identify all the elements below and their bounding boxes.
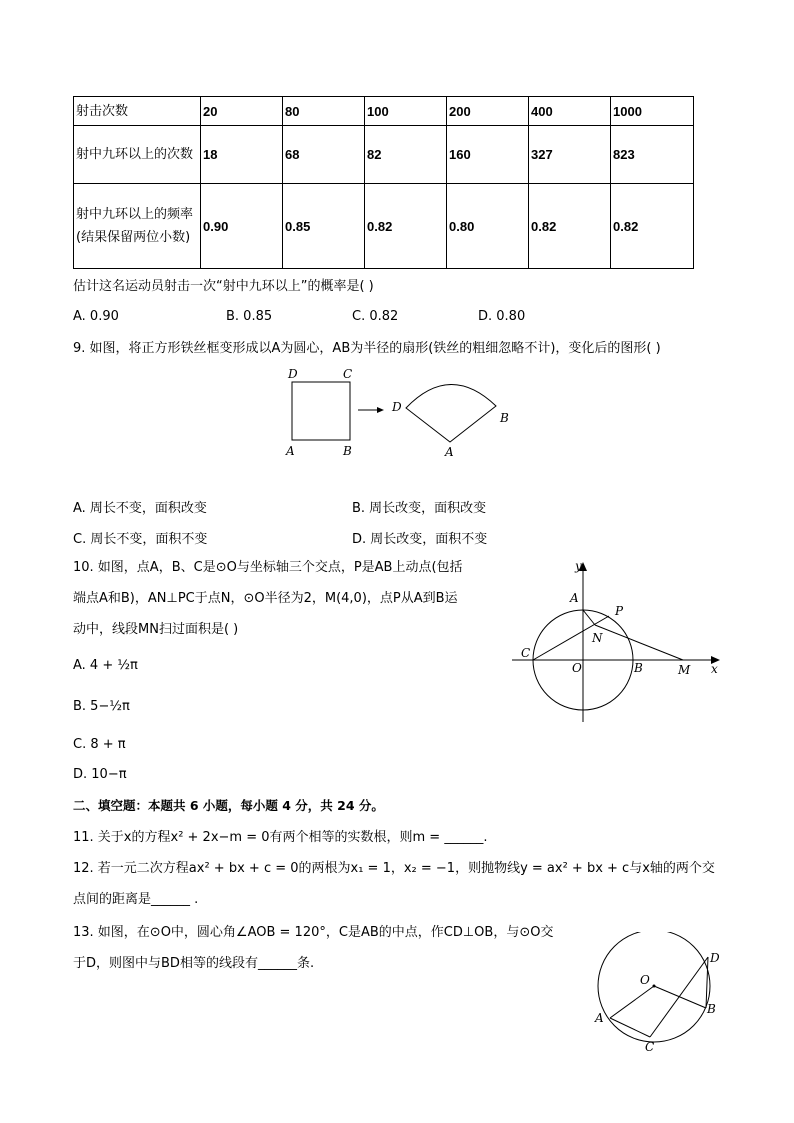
label-c: C	[343, 367, 353, 381]
q10-line3: 动中，线段MN扫过面积是( )	[73, 622, 239, 637]
q8-option-c: C. 0.82	[352, 309, 399, 324]
segment-nm	[595, 625, 683, 660]
table-cell: 0.90	[201, 184, 283, 269]
label-a2: A	[445, 445, 454, 459]
table-cell: 823	[611, 126, 694, 184]
label-b: B	[343, 444, 352, 458]
label-n: N	[592, 631, 603, 645]
table-cell: 1000	[611, 97, 694, 126]
q9-stem: 9. 如图，将正方形铁丝框变形成以A为圆心，AB为半径的扇形(铁丝的粗细忽略不计)，变化后的图形( )	[73, 341, 661, 356]
label-m: M	[678, 663, 691, 677]
q8-option-d: D. 0.80	[478, 309, 526, 324]
q12-line1: 12. 若一元二次方程ax² + bx + c = 0的两根为x₁ = 1，x₂ = −1，则抛物线y = ax² + bx + c与x轴的两个交	[73, 861, 715, 876]
table-row	[74, 126, 694, 184]
q10-option-a: A. 4 + ½π	[73, 658, 138, 673]
section-heading: 二、填空题：本题共 6 小题，每小题 4 分，共 24 分。	[73, 798, 384, 813]
label-a: A	[570, 591, 579, 605]
q9-option-a: A. 周长不变，面积改变	[73, 501, 207, 516]
label-p: P	[615, 604, 624, 618]
q9-option-c: C. 周长不变，面积不变	[73, 532, 208, 547]
table-cell: 80	[283, 97, 365, 126]
q12-line2: 点间的距离是______ .	[73, 892, 199, 907]
q11-stem: 11. 关于x的方程x² + 2x−m = 0有两个相等的实数根，则m = ______.	[73, 830, 488, 845]
table-cell: 0.82	[529, 184, 611, 269]
label-a: A	[286, 444, 295, 458]
label-a: A	[595, 1011, 604, 1025]
table-cell: 200	[447, 97, 529, 126]
label-c: C	[645, 1040, 655, 1054]
q10-line1: 10. 如图，点A，B、C是⊙O与坐标轴三个交点，P是AB上动点(包括	[73, 560, 463, 575]
sector-shape	[406, 384, 496, 442]
q9-figure	[280, 362, 520, 462]
q13-line1: 13. 如图，在⊙O中，圆心角∠AOB = 120°，C是AB的中点，作CD⊥OB，与⊙O交	[73, 925, 554, 940]
table-cell: 射击次数	[74, 97, 201, 126]
label-c: C	[521, 646, 531, 660]
table-row	[74, 97, 694, 126]
arrow-head-icon	[377, 407, 384, 413]
center-point	[653, 985, 656, 988]
label-d: D	[710, 951, 720, 965]
segment-oa	[610, 986, 654, 1018]
table-cell: 18	[201, 126, 283, 184]
table-cell: 100	[365, 97, 447, 126]
label-b: B	[707, 1002, 716, 1016]
q9-option-d: D. 周长改变，面积不变	[352, 532, 488, 547]
q13-line2: 于D，则图中与BD相等的线段有______条.	[73, 956, 315, 971]
table-cell: 射中九环以上的频率(结果保留两位小数)	[74, 184, 201, 269]
table-cell: 0.80	[447, 184, 529, 269]
table-row	[74, 184, 694, 269]
table-cell: 0.82	[365, 184, 447, 269]
label-d: D	[288, 367, 298, 381]
table-cell: 82	[365, 126, 447, 184]
table-cell: 0.82	[611, 184, 694, 269]
table-cell: 射中九环以上的次数	[74, 126, 201, 184]
q13-figure	[586, 932, 726, 1056]
label-y: y	[575, 559, 582, 573]
q10-figure	[508, 556, 728, 726]
label-o: O	[572, 661, 582, 675]
segment-cd	[650, 957, 708, 1037]
table-cell: 400	[529, 97, 611, 126]
q9-option-b: B. 周长改变，面积改变	[352, 501, 487, 516]
label-x: x	[711, 662, 718, 676]
q8-stem: 估计这名运动员射击一次“射中九环以上”的概率是( )	[73, 279, 374, 294]
square-shape	[292, 382, 350, 440]
table-cell: 327	[529, 126, 611, 184]
q10-option-b: B. 5−½π	[73, 699, 130, 714]
frequency-table	[73, 96, 694, 269]
segment-an	[583, 610, 595, 625]
q8-option-b: B. 0.85	[226, 309, 273, 324]
table-cell: 160	[447, 126, 529, 184]
label-d2: D	[392, 400, 402, 414]
q8-option-a: A. 0.90	[73, 309, 119, 324]
table-cell: 20	[201, 97, 283, 126]
table-cell: 0.85	[283, 184, 365, 269]
q10-line2: 端点A和B)，AN⊥PC于点N，⊙O半径为2，M(4,0)，点P从A到B运	[73, 591, 458, 606]
label-b: B	[634, 661, 643, 675]
table-cell: 68	[283, 126, 365, 184]
q10-option-c: C. 8 + π	[73, 737, 126, 752]
label-o: O	[640, 973, 650, 987]
segment-ob	[654, 986, 706, 1008]
label-b2: B	[500, 411, 509, 425]
q10-option-d: D. 10−π	[73, 767, 127, 782]
